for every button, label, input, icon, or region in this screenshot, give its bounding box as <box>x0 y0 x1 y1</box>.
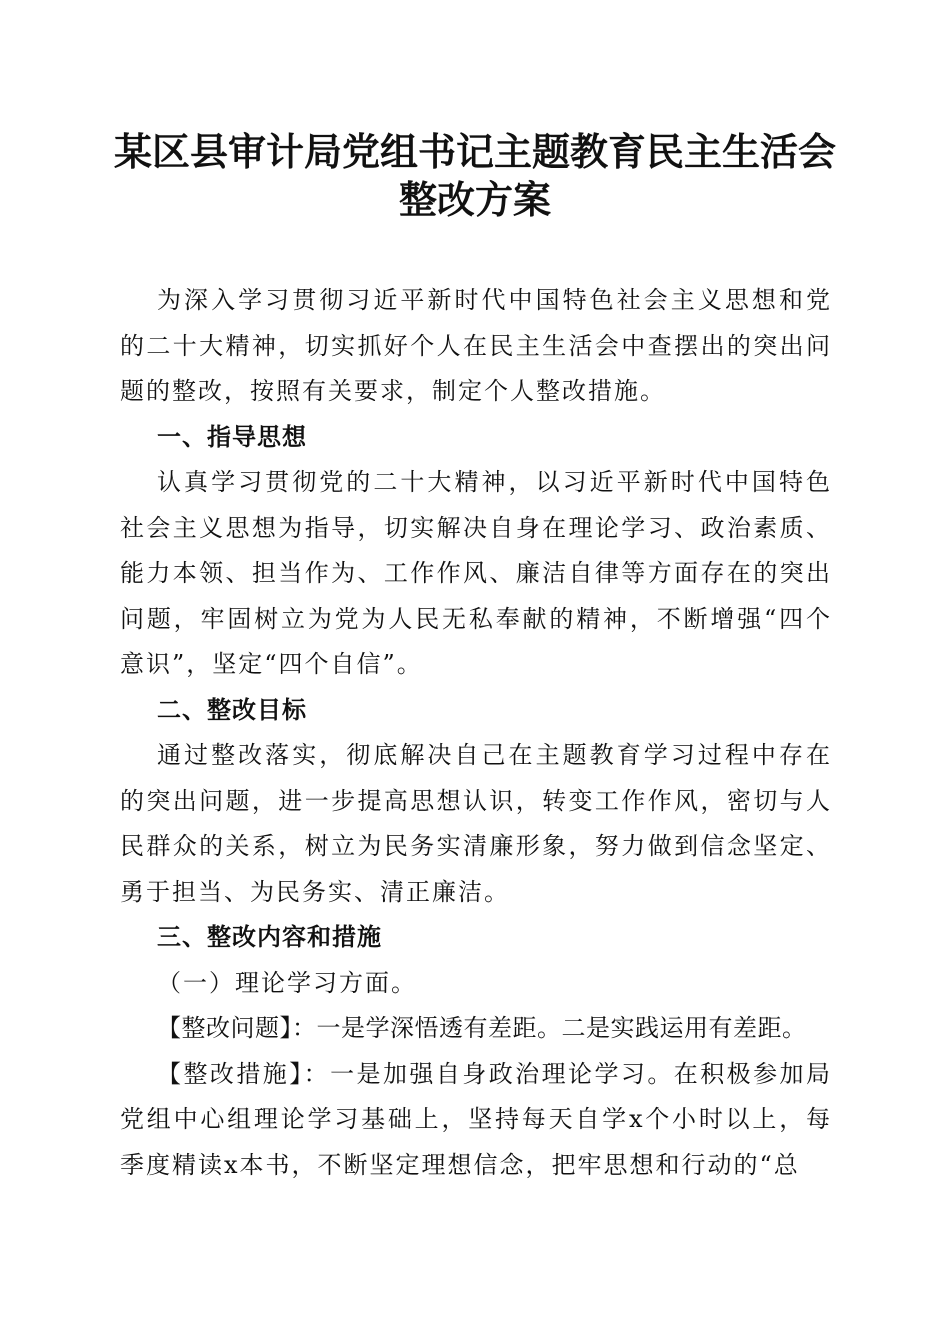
guiding-thought-paragraph: 认真学习贯彻党的二十大精神，以习近平新时代中国特色社会主义思想为指导，切实解决自身在理论学习、政治素质、能力本领、担当作为、工作作风、廉洁自律等方面存在的突出问题，牢固树立为党为人民无私奉献的精神，不断增强“四个意识”，坚定“四个自信”。 <box>120 468 832 678</box>
document-title: 某区县审计局党组书记主题教育民主生活会整改方案 <box>113 129 836 222</box>
intro-paragraph: 为深入学习贯彻习近平新时代中国特色社会主义思想和党的二十大精神，切实抓好个人在民主生活会中查摆出的突出问题的整改，按照有关要求，制定个人整改措施。 <box>120 286 832 405</box>
rectification-measures-paragraph: 【整改措施】：一是加强自身政治理论学习。在积极参加局党组中心组理论学习基础上，坚持每天自学x个小时以上，每季度精读x本书，不断坚定理想信念，把牢思想和行动的“总 <box>120 1059 832 1179</box>
subsection-theory-study: （一）理论学习方面。 <box>157 968 417 997</box>
section-heading-content-measures: 三、整改内容和措施 <box>157 923 382 951</box>
section-heading-guiding-thought: 一、指导思想 <box>157 422 307 451</box>
document-body <box>120 278 832 1188</box>
rectification-problems-paragraph: 【整改问题】：一是学深悟透有差距。二是实践运用有差距。 <box>157 1014 807 1042</box>
section-heading-goals: 二、整改目标 <box>157 695 307 724</box>
goals-paragraph: 通过整改落实，彻底解决自己在主题教育学习过程中存在的突出问题，进一步提高思想认识，转变工作作风，密切与人民群众的关系，树立为民务实清廉形象，努力做到信念坚定、勇于担当、为民务实、清正廉洁。 <box>120 741 832 906</box>
